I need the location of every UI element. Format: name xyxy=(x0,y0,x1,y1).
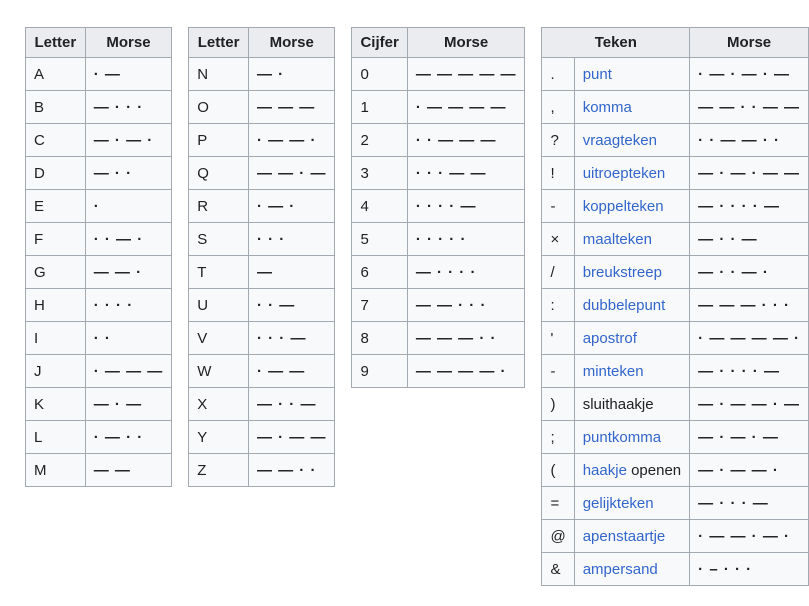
char-cell: A xyxy=(26,58,86,91)
table-row xyxy=(26,190,172,223)
table-row xyxy=(26,355,172,388)
symbol-name-cell xyxy=(574,355,689,388)
table-row xyxy=(542,520,809,553)
morse-cell: — · xyxy=(248,58,335,91)
char-column-header: Letter xyxy=(189,28,249,58)
table-row xyxy=(26,388,172,421)
char-cell: I xyxy=(26,322,86,355)
morse-cell: · · — · xyxy=(85,223,172,256)
char-cell: 3 xyxy=(352,157,407,190)
char-cell: J xyxy=(26,355,86,388)
morse-cell: — · · xyxy=(85,157,172,190)
table-row xyxy=(26,256,172,289)
symbol-cell: ' xyxy=(542,322,574,355)
char-cell: T xyxy=(189,256,249,289)
morse-cell: · — — xyxy=(248,355,335,388)
header-row xyxy=(352,28,525,58)
morse-cell: — · · — xyxy=(690,223,809,256)
char-cell: H xyxy=(26,289,86,322)
morse-cell: · · · · xyxy=(85,289,172,322)
char-cell: 9 xyxy=(352,355,407,388)
morse-cell: · · xyxy=(85,322,172,355)
morse-cell: · — · — · — xyxy=(690,58,809,91)
header-row xyxy=(26,28,172,58)
morse-cell: — · · · · — xyxy=(690,355,809,388)
morse-cell: · · — — · · xyxy=(690,124,809,157)
morse-column-header: Morse xyxy=(85,28,172,58)
morse-cell: — — — xyxy=(248,91,335,124)
symbol-cell: ! xyxy=(542,157,574,190)
morse-cell: · · · xyxy=(248,223,335,256)
char-cell: Y xyxy=(189,421,249,454)
morse-cell: — · — — xyxy=(248,421,335,454)
digits-table xyxy=(351,27,525,388)
table-row xyxy=(189,355,335,388)
table-row xyxy=(542,157,809,190)
table-row xyxy=(189,157,335,190)
table-row xyxy=(352,355,525,388)
char-cell: R xyxy=(189,190,249,223)
symbol-name-cell xyxy=(574,388,689,421)
symbols-table xyxy=(541,27,809,586)
letters-n-z-table xyxy=(188,27,335,487)
table-row xyxy=(542,91,809,124)
symbol-name-link[interactable]: apenstaartje xyxy=(582,527,666,545)
morse-cell: · — xyxy=(85,58,172,91)
table-row xyxy=(542,421,809,454)
table-row xyxy=(189,454,335,487)
morse-cell: — — xyxy=(85,454,172,487)
char-column-header: Letter xyxy=(26,28,86,58)
morse-cell: — — · xyxy=(85,256,172,289)
char-cell: V xyxy=(189,322,249,355)
morse-cell: — · · · xyxy=(85,91,172,124)
table-row xyxy=(352,157,525,190)
char-cell: 8 xyxy=(352,322,407,355)
morse-cell: · — · · xyxy=(85,421,172,454)
symbol-cell: ) xyxy=(542,388,574,421)
morse-cell: · · · · — xyxy=(407,190,525,223)
char-cell: F xyxy=(26,223,86,256)
morse-cell: · — · xyxy=(248,190,335,223)
table-row xyxy=(189,91,335,124)
morse-cell: · — — — — · xyxy=(690,322,809,355)
symbol-name-cell xyxy=(574,223,689,256)
table-row xyxy=(352,223,525,256)
char-cell: Z xyxy=(189,454,249,487)
table-row xyxy=(189,223,335,256)
table-row xyxy=(26,91,172,124)
symbol-name-cell xyxy=(574,190,689,223)
symbol-name-cell xyxy=(574,421,689,454)
morse-cell: — — · · — — xyxy=(690,91,809,124)
char-cell: M xyxy=(26,454,86,487)
morse-cell: — — · · xyxy=(248,454,335,487)
table-row xyxy=(352,91,525,124)
char-cell: W xyxy=(189,355,249,388)
char-cell: Q xyxy=(189,157,249,190)
char-cell: S xyxy=(189,223,249,256)
symbol-cell: - xyxy=(542,355,574,388)
teken-column-header: Teken xyxy=(542,28,690,58)
morse-cell: — · — xyxy=(85,388,172,421)
morse-cell: — — — — — xyxy=(407,58,525,91)
symbol-cell: × xyxy=(542,223,574,256)
morse-cell: · · · — — xyxy=(407,157,525,190)
table-row xyxy=(352,289,525,322)
morse-cell: — · — · xyxy=(85,124,172,157)
table-row xyxy=(542,355,809,388)
table-row xyxy=(26,454,172,487)
symbol-cell: : xyxy=(542,289,574,322)
table-row xyxy=(542,58,809,91)
symbol-cell: @ xyxy=(542,520,574,553)
symbol-name-link[interactable]: minteken xyxy=(582,362,644,380)
morse-cell: · · — xyxy=(248,289,335,322)
table-row xyxy=(542,454,809,487)
morse-cell: · — — — — xyxy=(407,91,525,124)
table-row xyxy=(542,256,809,289)
symbol-name-link[interactable]: gelijkteken xyxy=(582,494,654,512)
symbol-cell: , xyxy=(542,91,574,124)
morse-cell: — · — · — — xyxy=(690,157,809,190)
symbol-name-cell xyxy=(574,91,689,124)
table-row xyxy=(542,322,809,355)
letters-a-m-table xyxy=(25,27,172,487)
char-cell: 6 xyxy=(352,256,407,289)
char-cell: P xyxy=(189,124,249,157)
char-cell: N xyxy=(189,58,249,91)
char-cell: 4 xyxy=(352,190,407,223)
char-cell: B xyxy=(26,91,86,124)
symbol-cell: ( xyxy=(542,454,574,487)
morse-cell: — · · · · — xyxy=(690,190,809,223)
table-row xyxy=(352,58,525,91)
symbol-cell: . xyxy=(542,58,574,91)
table-row xyxy=(189,256,335,289)
morse-cell: · xyxy=(85,190,172,223)
morse-cell: — · — — · — xyxy=(690,388,809,421)
table-row xyxy=(352,190,525,223)
char-cell: U xyxy=(189,289,249,322)
char-cell: 7 xyxy=(352,289,407,322)
symbol-name-cell xyxy=(574,124,689,157)
symbol-name-link[interactable]: puntkomma xyxy=(582,428,662,446)
morse-cell: — · · · — xyxy=(690,487,809,520)
table-row xyxy=(542,487,809,520)
table-row xyxy=(542,190,809,223)
symbol-cell: ? xyxy=(542,124,574,157)
symbol-name-text: sluithaakje xyxy=(582,395,654,413)
char-cell: 1 xyxy=(352,91,407,124)
table-row xyxy=(189,388,335,421)
table-row xyxy=(189,421,335,454)
morse-cell: — — · — xyxy=(248,157,335,190)
table-row xyxy=(189,190,335,223)
table-row xyxy=(352,256,525,289)
char-cell: G xyxy=(26,256,86,289)
morse-cell: · — — · xyxy=(248,124,335,157)
char-cell: 2 xyxy=(352,124,407,157)
symbol-name-cell xyxy=(574,289,689,322)
table-row xyxy=(542,289,809,322)
morse-column-header: Morse xyxy=(690,28,809,58)
char-cell: L xyxy=(26,421,86,454)
table-row xyxy=(189,124,335,157)
table-row xyxy=(26,421,172,454)
morse-cell: — · — — · xyxy=(690,454,809,487)
morse-cell: · · — — — xyxy=(407,124,525,157)
char-cell: 5 xyxy=(352,223,407,256)
morse-cell: · · · · · xyxy=(407,223,525,256)
morse-cell: · – · · · xyxy=(690,553,809,586)
char-cell: 0 xyxy=(352,58,407,91)
morse-cell: · · · — xyxy=(248,322,335,355)
morse-cell: · — — — xyxy=(85,355,172,388)
table-row xyxy=(189,289,335,322)
morse-cell: — — — — · xyxy=(407,355,525,388)
table-row xyxy=(352,124,525,157)
symbol-cell: = xyxy=(542,487,574,520)
table-row xyxy=(542,388,809,421)
table-row xyxy=(189,322,335,355)
symbol-name-link[interactable]: koppelteken xyxy=(582,197,664,215)
char-cell: E xyxy=(26,190,86,223)
header-row xyxy=(542,28,809,58)
morse-column-header: Morse xyxy=(407,28,525,58)
char-cell: K xyxy=(26,388,86,421)
symbol-name-link[interactable]: dubbelepunt xyxy=(582,296,666,314)
table-row xyxy=(26,157,172,190)
symbol-name-cell xyxy=(574,454,689,487)
symbol-name-link[interactable]: komma xyxy=(582,98,632,116)
table-row xyxy=(352,322,525,355)
symbol-name-suffix: openen xyxy=(626,461,682,479)
morse-cell: — xyxy=(248,256,335,289)
table-row xyxy=(542,124,809,157)
header-row xyxy=(189,28,335,58)
morse-cell: — · · — · xyxy=(690,256,809,289)
symbol-name-cell xyxy=(574,256,689,289)
symbol-name-cell xyxy=(574,322,689,355)
symbol-name-link[interactable]: ampersand xyxy=(582,560,658,578)
char-cell: C xyxy=(26,124,86,157)
morse-cell: · — — · — · xyxy=(690,520,809,553)
symbol-name-cell xyxy=(574,553,689,586)
char-cell: D xyxy=(26,157,86,190)
morse-cell: — · · — xyxy=(248,388,335,421)
table-row xyxy=(26,289,172,322)
table-row xyxy=(189,58,335,91)
symbol-name-cell xyxy=(574,157,689,190)
morse-cell: — · · · · xyxy=(407,256,525,289)
char-cell: X xyxy=(189,388,249,421)
morse-column-header: Morse xyxy=(248,28,335,58)
char-cell: O xyxy=(189,91,249,124)
table-row xyxy=(542,223,809,256)
table-row xyxy=(26,58,172,91)
symbol-cell: ; xyxy=(542,421,574,454)
symbol-cell: & xyxy=(542,553,574,586)
symbol-name-link[interactable]: maalteken xyxy=(582,230,652,248)
symbol-name-cell xyxy=(574,520,689,553)
symbol-name-link[interactable]: apostrof xyxy=(582,329,637,347)
symbol-name-link[interactable]: uitroepteken xyxy=(582,164,666,182)
table-row xyxy=(26,223,172,256)
symbol-cell: / xyxy=(542,256,574,289)
table-row xyxy=(26,322,172,355)
table-row xyxy=(542,553,809,586)
table-row xyxy=(26,124,172,157)
char-column-header: Cijfer xyxy=(352,28,407,58)
symbol-name-link[interactable]: breukstreep xyxy=(582,263,662,281)
morse-cell: — — · · · xyxy=(407,289,525,322)
morse-cell: — — — · · · xyxy=(690,289,809,322)
morse-cell: — — — · · xyxy=(407,322,525,355)
symbol-name-link[interactable]: punt xyxy=(582,65,612,83)
symbol-name-link[interactable]: haakje xyxy=(582,461,627,479)
symbol-name-cell xyxy=(574,58,689,91)
symbol-name-cell xyxy=(574,487,689,520)
morse-cell: — · — · — xyxy=(690,421,809,454)
symbol-cell: - xyxy=(542,190,574,223)
symbol-name-link[interactable]: vraagteken xyxy=(582,131,657,149)
